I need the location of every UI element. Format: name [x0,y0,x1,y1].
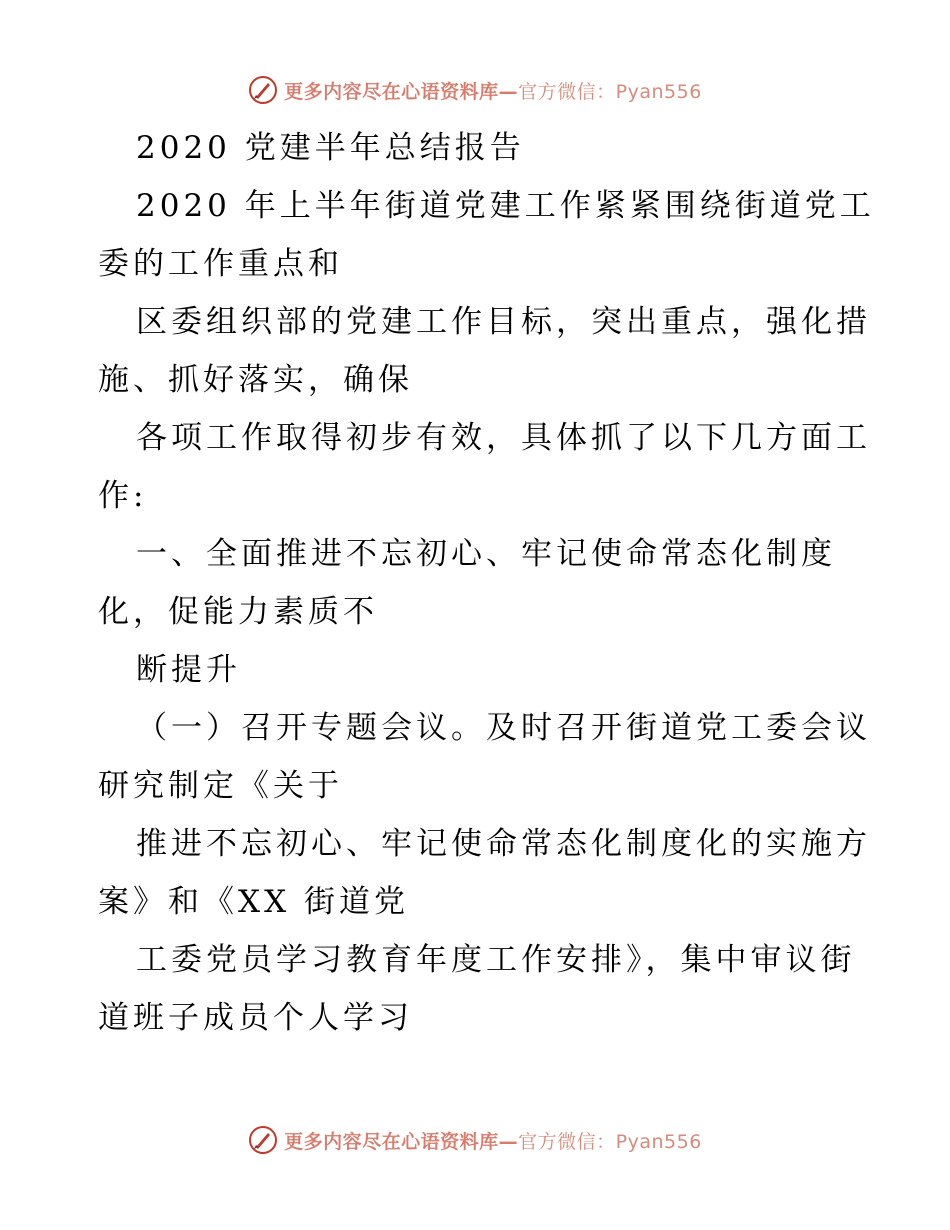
quill-pen-circle-icon [248,75,278,105]
text-line: 2020 年上半年街道党建工作紧紧围绕街道党工 [136,188,875,224]
text-line: 推进不忘初心、牢记使命常态化制度化的实施方 [136,826,871,862]
footer-watermark [0,1120,950,1160]
text-line: 案》和《XX 街道党 [98,884,409,920]
watermark-text: 更多内容尽在心语资料库—官方微信：Pyan556 [284,1130,702,1153]
text-line: 研究制定《关于 [98,768,343,804]
watermark-text: 更多内容尽在心语资料库—官方微信：Pyan556 [284,80,702,103]
text-line: 一、全面推进不忘初心、牢记使命常态化制度 [136,536,836,572]
text-line: 断提升 [136,652,241,688]
text-line: 作: [98,478,148,514]
text-line: （一）召开专题会议。及时召开街道党工委会议 [136,710,871,746]
text-line: 区委组织部的党建工作目标，突出重点，强化措 [136,304,871,340]
text-line: 化，促能力素质不 [98,594,378,630]
text-line: 委的工作重点和 [98,246,343,282]
text-line: 施、抓好落实，确保 [98,362,413,398]
text-line: 道班子成员个人学习 [98,1000,413,1036]
text-line: 2020 党建半年总结报告 [136,130,525,166]
text-line: 各项工作取得初步有效，具体抓了以下几方面工 [136,420,871,456]
text-line: 工委党员学习教育年度工作安排》，集中审议街 [136,942,856,978]
quill-pen-circle-icon [248,1125,278,1155]
header-watermark [0,70,950,110]
